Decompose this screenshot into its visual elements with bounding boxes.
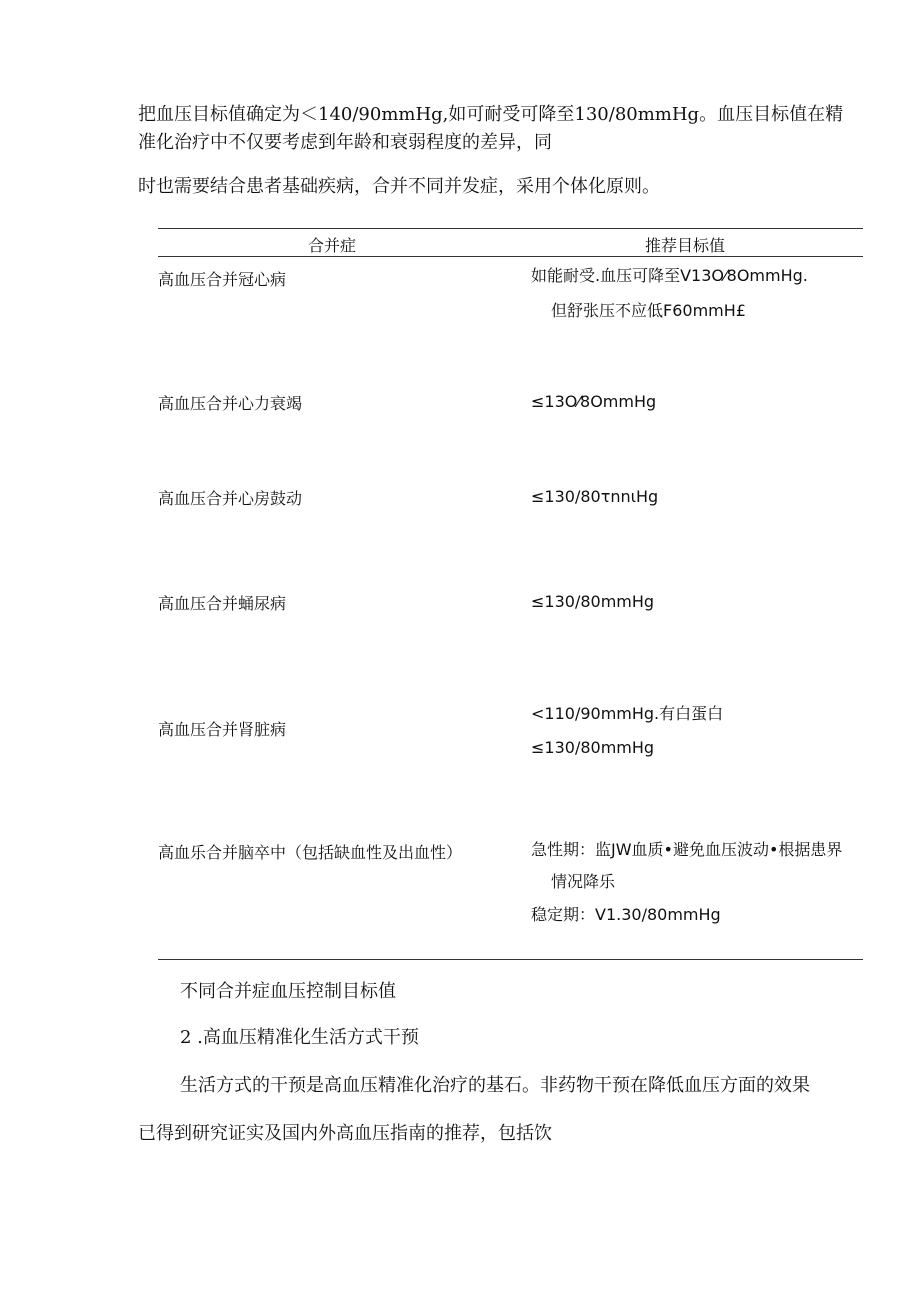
section-heading: 2 .高血压精准化生活方式干预: [180, 1027, 419, 1048]
table-row-target: ≤130/80mmHg: [531, 592, 655, 611]
table-top-rule: [158, 228, 863, 229]
table-row-target: 但舒张压不应低F60mmH£: [551, 301, 746, 320]
table-header-rule: [158, 256, 863, 257]
table-row-condition: 高血压合并心房鼓动: [158, 489, 303, 508]
table-row-target: <110/90mmHg.有白蛋白: [531, 704, 724, 723]
section-line-2: 已得到研究证实及国内外高血压指南的推荐，包括饮: [138, 1123, 552, 1144]
table-row-target: ≤13O⁄8OmmHg: [531, 392, 657, 411]
intro-line-1: 把血压目标值确定为＜140/90mmHg,如可耐受可降至130/80mmHg。血压目标值在精: [138, 104, 844, 125]
intro-line-3: 时也需要结合患者基础疾病，合并不同并发症，采用个体化原则。: [138, 176, 660, 197]
table-row-target: ≤130/80mmHg: [531, 738, 655, 757]
table-row-target: 如能耐受.血压可降至V13O⁄8OmmHg.: [531, 266, 808, 285]
table-row-target: 稳定期：V1.30/80mmHg: [531, 905, 721, 924]
table-caption: 不同合并症血压控制目标值: [180, 981, 396, 1002]
section-line-1: 生活方式的干预是高血压精准化治疗的基石。非药物干预在降低血压方面的效果: [180, 1075, 810, 1096]
intro-line-2: 准化治疗中不仅要考虑到年龄和衰弱程度的差异，同: [138, 132, 552, 153]
table-row-condition: 高血压合并肾脏病: [158, 720, 287, 739]
table-row-target: 情况降乐: [551, 872, 616, 891]
table-row-condition: 高血乐合并脑卒中（包括缺血性及出血性）: [158, 843, 463, 862]
table-row-condition: 高血压合并心力衰竭: [158, 394, 303, 413]
table-header-target: 推荐目标值: [645, 236, 726, 255]
table-row-condition: 高血压合并冠心病: [158, 270, 287, 289]
table-row-target: 急性期：监JW血质•避免血压波动•根据患界: [531, 840, 843, 859]
table-bottom-rule: [158, 959, 863, 960]
table-row-condition: 高血压合并蛹尿病: [158, 594, 287, 613]
table-header-condition: 合并症: [308, 236, 357, 255]
table-row-target: ≤130/80τnnιHg: [531, 487, 659, 506]
